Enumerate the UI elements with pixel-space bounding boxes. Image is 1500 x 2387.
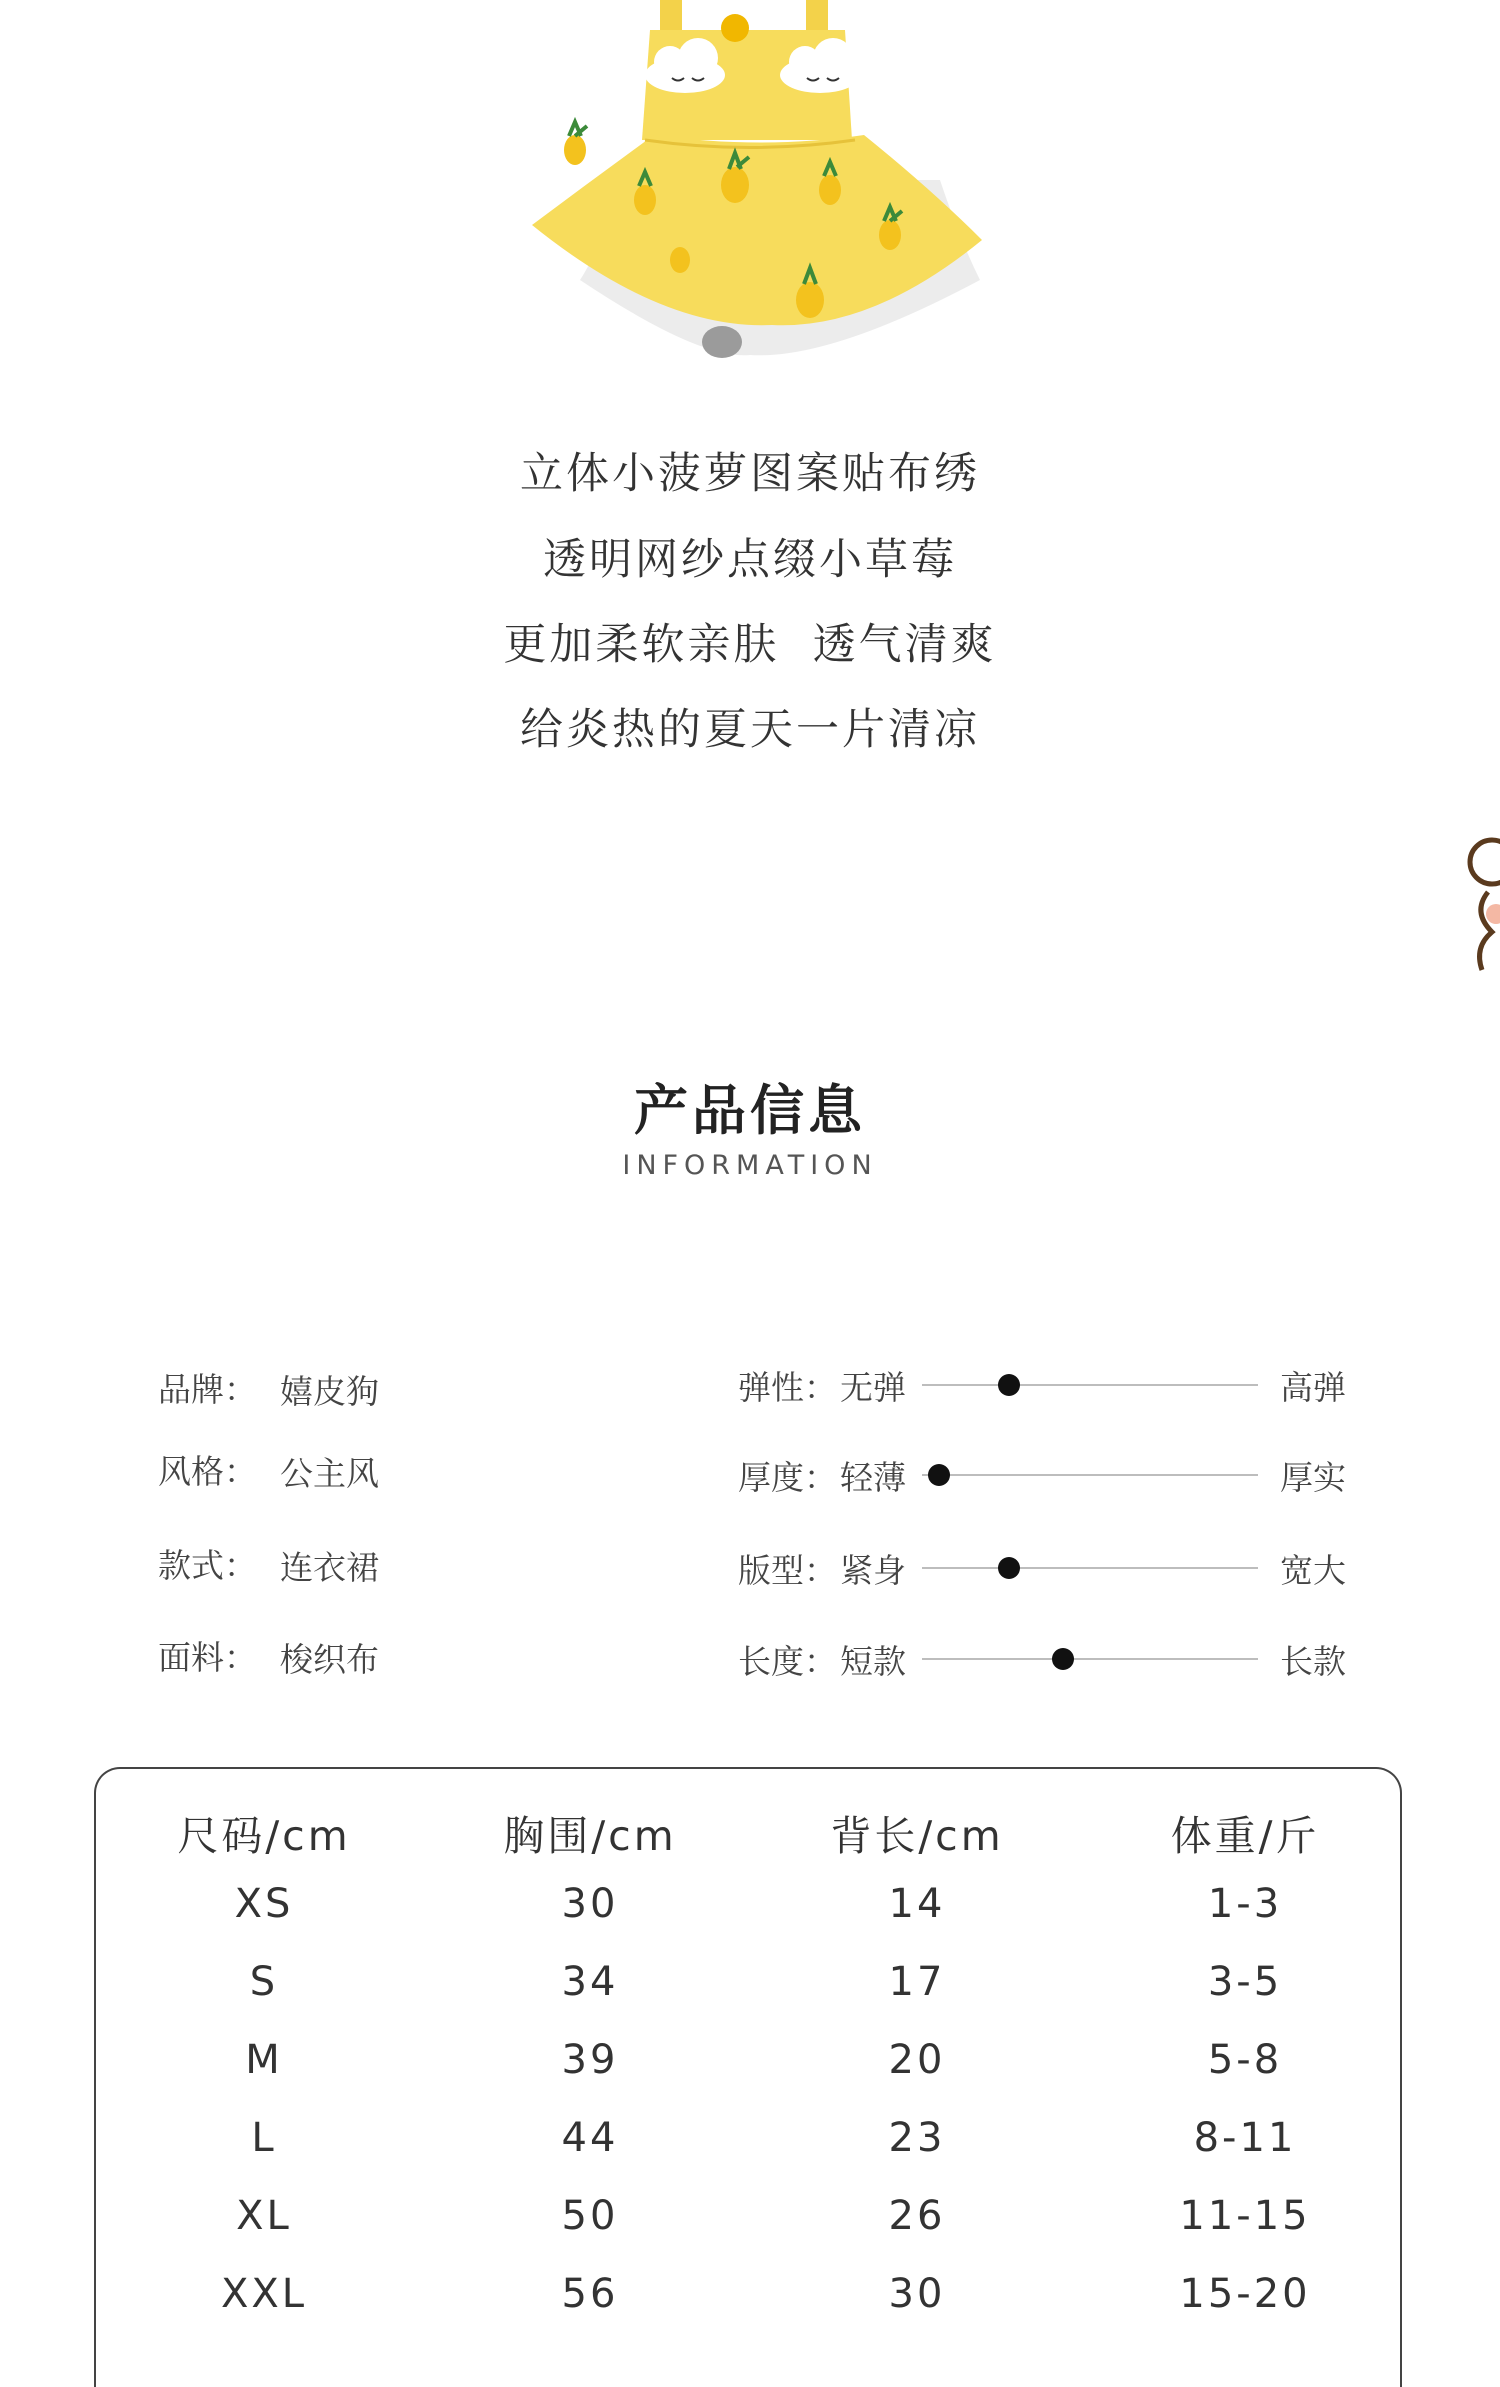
table-cell: L (251, 2115, 277, 2161)
table-cell: 39 (561, 2037, 619, 2083)
table-header: 背长/cm (830, 1812, 1004, 1860)
table-header: 体重/斤 (1170, 1812, 1320, 1860)
fit-min: 紧身 (840, 1551, 906, 1590)
fabric-value: 梭织布 (280, 1640, 379, 1679)
fit-knob (998, 1557, 1020, 1579)
thickness-min: 轻薄 (840, 1458, 906, 1497)
table-cell: 5-8 (1207, 2037, 1283, 2083)
table-cell: XS (234, 1881, 294, 1927)
table-cell: 1-3 (1207, 1881, 1283, 1927)
fit-label: 版型： (738, 1551, 837, 1590)
strawberry-decoration (702, 326, 742, 358)
table-cell: 34 (561, 1959, 619, 2005)
fabric-label: 面料： (158, 1638, 257, 1677)
table-header: 尺码/cm (177, 1812, 351, 1860)
thickness-knob (928, 1464, 950, 1486)
fit-max: 宽大 (1280, 1551, 1346, 1590)
brand-value: 嬉皮狗 (280, 1372, 379, 1411)
length-max: 长款 (1280, 1642, 1346, 1681)
product-image (500, 0, 1000, 370)
table-cell: 20 (888, 2037, 946, 2083)
length-track (922, 1658, 1258, 1660)
dress-button (721, 14, 749, 42)
fit-track (922, 1567, 1258, 1569)
elasticity-min: 无弹 (840, 1368, 906, 1407)
table-cell: 30 (888, 2271, 946, 2317)
type-value: 连衣裙 (280, 1548, 379, 1587)
style-value: 公主风 (280, 1454, 379, 1493)
elasticity-max: 高弹 (1280, 1368, 1346, 1407)
elasticity-knob (998, 1374, 1020, 1396)
table-cell: 15-20 (1179, 2271, 1311, 2317)
decorative-figure (1462, 822, 1500, 972)
table-cell: 23 (888, 2115, 946, 2161)
brand-label: 品牌： (158, 1370, 257, 1409)
table-cell: 8-11 (1193, 2115, 1297, 2161)
style-label: 风格： (158, 1452, 257, 1491)
table-header: 胸围/cm (503, 1812, 677, 1860)
tagline-line-1: 立体小菠萝图案贴布绣 (520, 449, 980, 499)
table-cell: 11-15 (1179, 2193, 1311, 2239)
table-cell: M (245, 2037, 283, 2083)
size-table (94, 1767, 1402, 2387)
table-cell: 50 (561, 2193, 619, 2239)
table-cell: 26 (888, 2193, 946, 2239)
length-label: 长度： (738, 1642, 837, 1681)
table-cell: XL (236, 2193, 292, 2239)
table-cell: XXL (220, 2271, 308, 2317)
table-cell: 17 (888, 1959, 946, 2005)
type-label: 款式： (158, 1546, 257, 1585)
length-knob (1052, 1648, 1074, 1670)
table-cell: 56 (561, 2271, 619, 2317)
thickness-track (922, 1474, 1258, 1476)
table-cell: S (249, 1959, 279, 2005)
section-title: 产品信息 (634, 1079, 866, 1142)
length-min: 短款 (840, 1642, 906, 1681)
tagline-line-4: 给炎热的夏天一片清凉 (520, 705, 980, 755)
tagline-line-3: 更加柔软亲肤 透气清爽 (503, 620, 997, 670)
table-cell: 44 (561, 2115, 619, 2161)
section-subtitle: INFORMATION (622, 1150, 878, 1181)
elasticity-label: 弹性： (738, 1368, 837, 1407)
tagline-line-2: 透明网纱点缀小草莓 (543, 535, 957, 585)
table-cell: 14 (888, 1881, 946, 1927)
thickness-label: 厚度： (738, 1458, 837, 1497)
table-cell: 30 (561, 1881, 619, 1927)
table-cell: 3-5 (1207, 1959, 1283, 2005)
thickness-max: 厚实 (1280, 1458, 1346, 1497)
elasticity-track (922, 1384, 1258, 1386)
